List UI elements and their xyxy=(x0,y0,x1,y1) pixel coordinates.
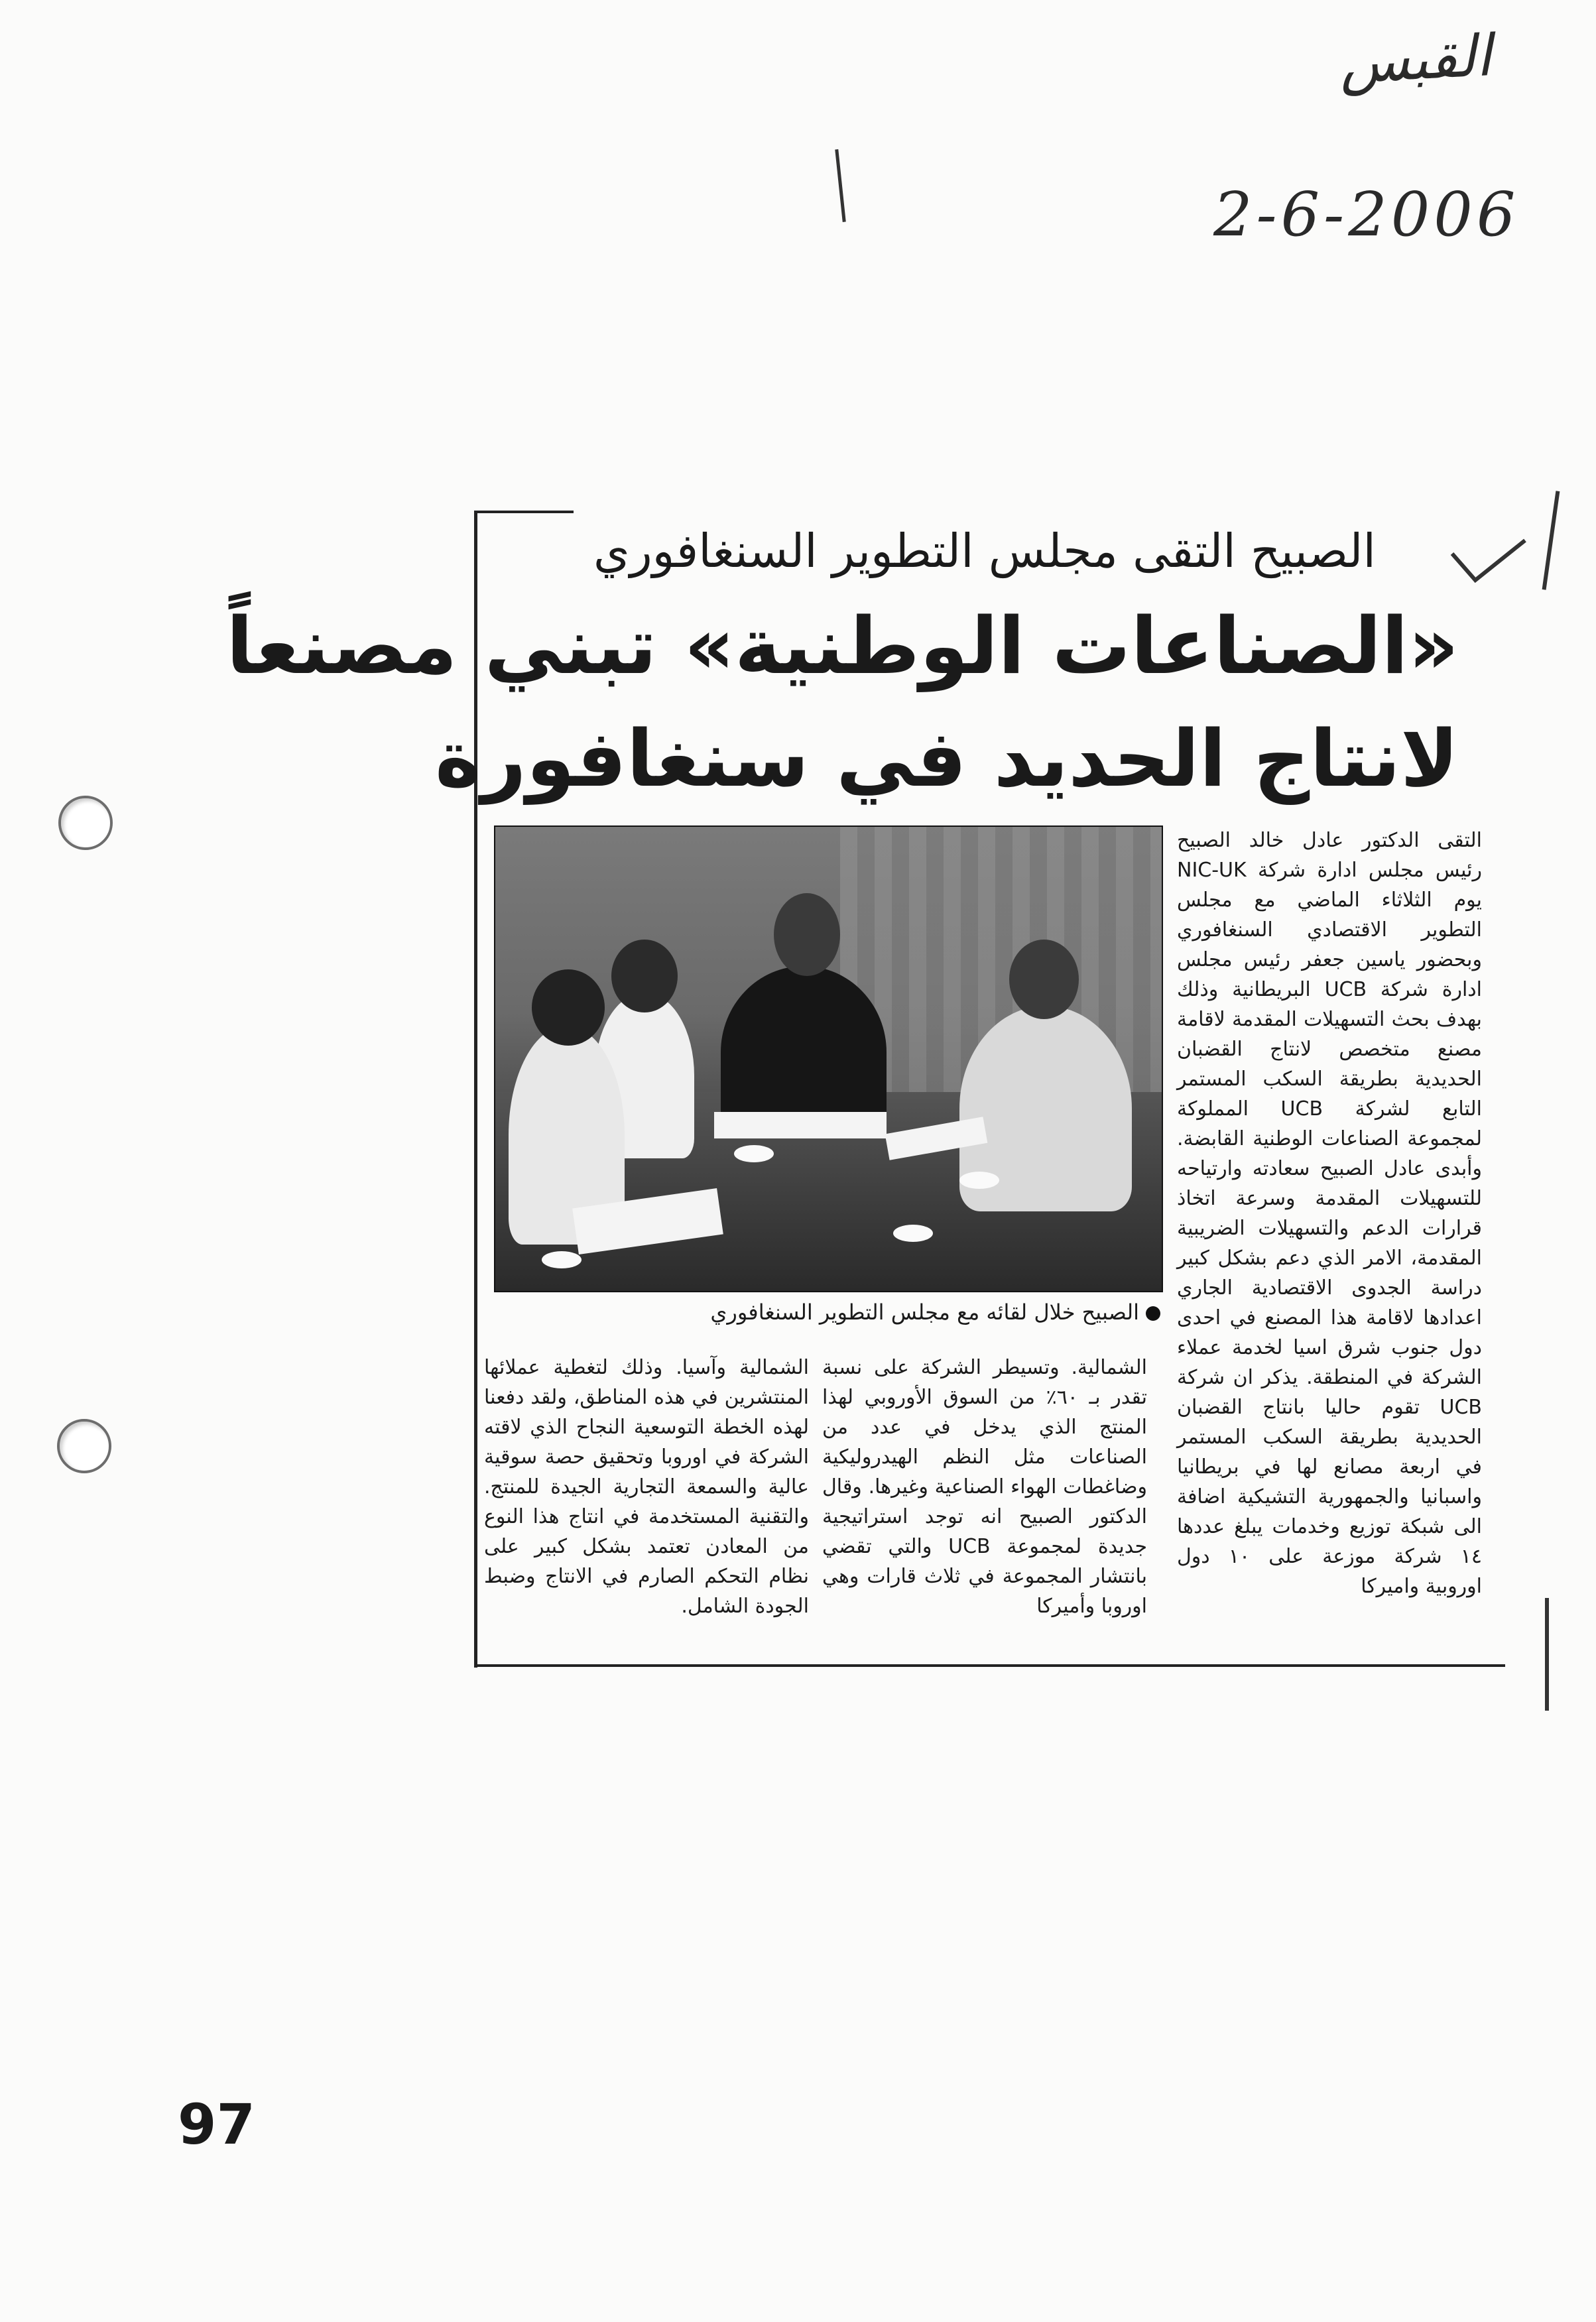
pen-stroke xyxy=(1545,1598,1549,1711)
handwritten-date: 2-6-2006 xyxy=(1213,179,1520,250)
bullet-icon xyxy=(1146,1306,1160,1321)
article-paragraph: الشمالية وآسيا. وذلك لتغطية عملائها المنتشرين في هذه المناطق، ولقد دفعنا لهذه الخطة التوسعية النجاح الذي لاقته الشركة في اوروبا وتحقيق حصة سوقية عالية والسمعة التجارية الجيدة للمنتج. والتقنية المستخدمة في انتاج هذا النوع من المعادن تعتمد بشكل كبير على نظام التحكم الصارم في الانتاج وضبط الجودة الشامل. xyxy=(484,1356,809,1618)
clipping-border xyxy=(474,1664,1505,1667)
check-mark-icon xyxy=(1449,537,1528,583)
punch-hole xyxy=(57,1419,111,1473)
article-headline: «الصناعات الوطنية» تبني مصنعاً xyxy=(226,600,1459,692)
handwritten-source-note: القبس xyxy=(1337,23,1493,97)
pen-stroke xyxy=(1542,491,1560,589)
photo-caption xyxy=(494,1300,1160,1325)
article-headline: لانتاج الحديد في سنغافورة xyxy=(435,713,1459,804)
article-column xyxy=(1177,825,1482,1601)
pen-stroke xyxy=(835,149,845,222)
page-number: 97 xyxy=(178,2092,255,2157)
article-photo xyxy=(494,825,1163,1292)
article-column xyxy=(822,1353,1147,1621)
photo-caption-text: الصبيح خلال لقائه مع مجلس التطوير السنغافوري xyxy=(710,1300,1139,1325)
article-paragraph: الشمالية. وتسيطر الشركة على نسبة تقدر بـ ٦٠٪ من السوق الأوروبي لهذا المنتج الذي يدخل في عدد من الصناعات مثل النظم الهيدروليكية وضاغطات الهواء الصناعية وغيرها. وقال الدكتور الصبيح انه توجد استراتيجية جديدة لمجموعة UCB والتي تقضي بانتشار المجموعة في ثلاث قارات وهي اوروبا وأميركا xyxy=(822,1356,1147,1618)
punch-hole xyxy=(58,796,113,850)
clipping-border xyxy=(474,511,574,513)
article-kicker: الصبيح التقى مجلس التطوير السنغافوري xyxy=(593,524,1376,578)
article-paragraph: التقى الدكتور عادل خالد الصبيح رئيس مجلس ادارة شركة NIC-UK يوم الثلاثاء الماضي مع مجلس التطوير الاقتصادي السنغافوري وبحضور ياسين جعفر رئيس مجلس ادارة شركة UCB البريطانية وذلك بهدف بحث التسهيلات المقدمة لاقامة مصنع متخصص لانتاج القضبان الحديدية بطريقة السكب المستمر التابع لشركة UCB المملوكة لمجموعة الصناعات الوطنية القابضة. وأبدى عادل الصبيح سعادته وارتياحه للتسهيلات المقدمة وسرعة اتخاذ قرارات الدعم والتسهيلات الضريبية المقدمة، الامر الذي دعم بشكل كبير دراسة الجدوى الاقتصادية الجاري اعدادها لاقامة هذا المصنع في احدى دول جنوب شرق اسيا لخدمة عملاء الشركة في المنطقة. يذكر ان شركة UCB تقوم حاليا بانتاج القضبان الحديدية بطريقة السكب المستمر في اربعة مصانع لها في بريطانيا واسبانيا والجمهورية التشيكية اضافة الى شبكة توزيع وخدمات يبلغ عددها ١٤ شركة موزعة على ١٠ دول اوروبية واميركا xyxy=(1177,829,1483,1598)
article-column xyxy=(484,1353,809,1621)
